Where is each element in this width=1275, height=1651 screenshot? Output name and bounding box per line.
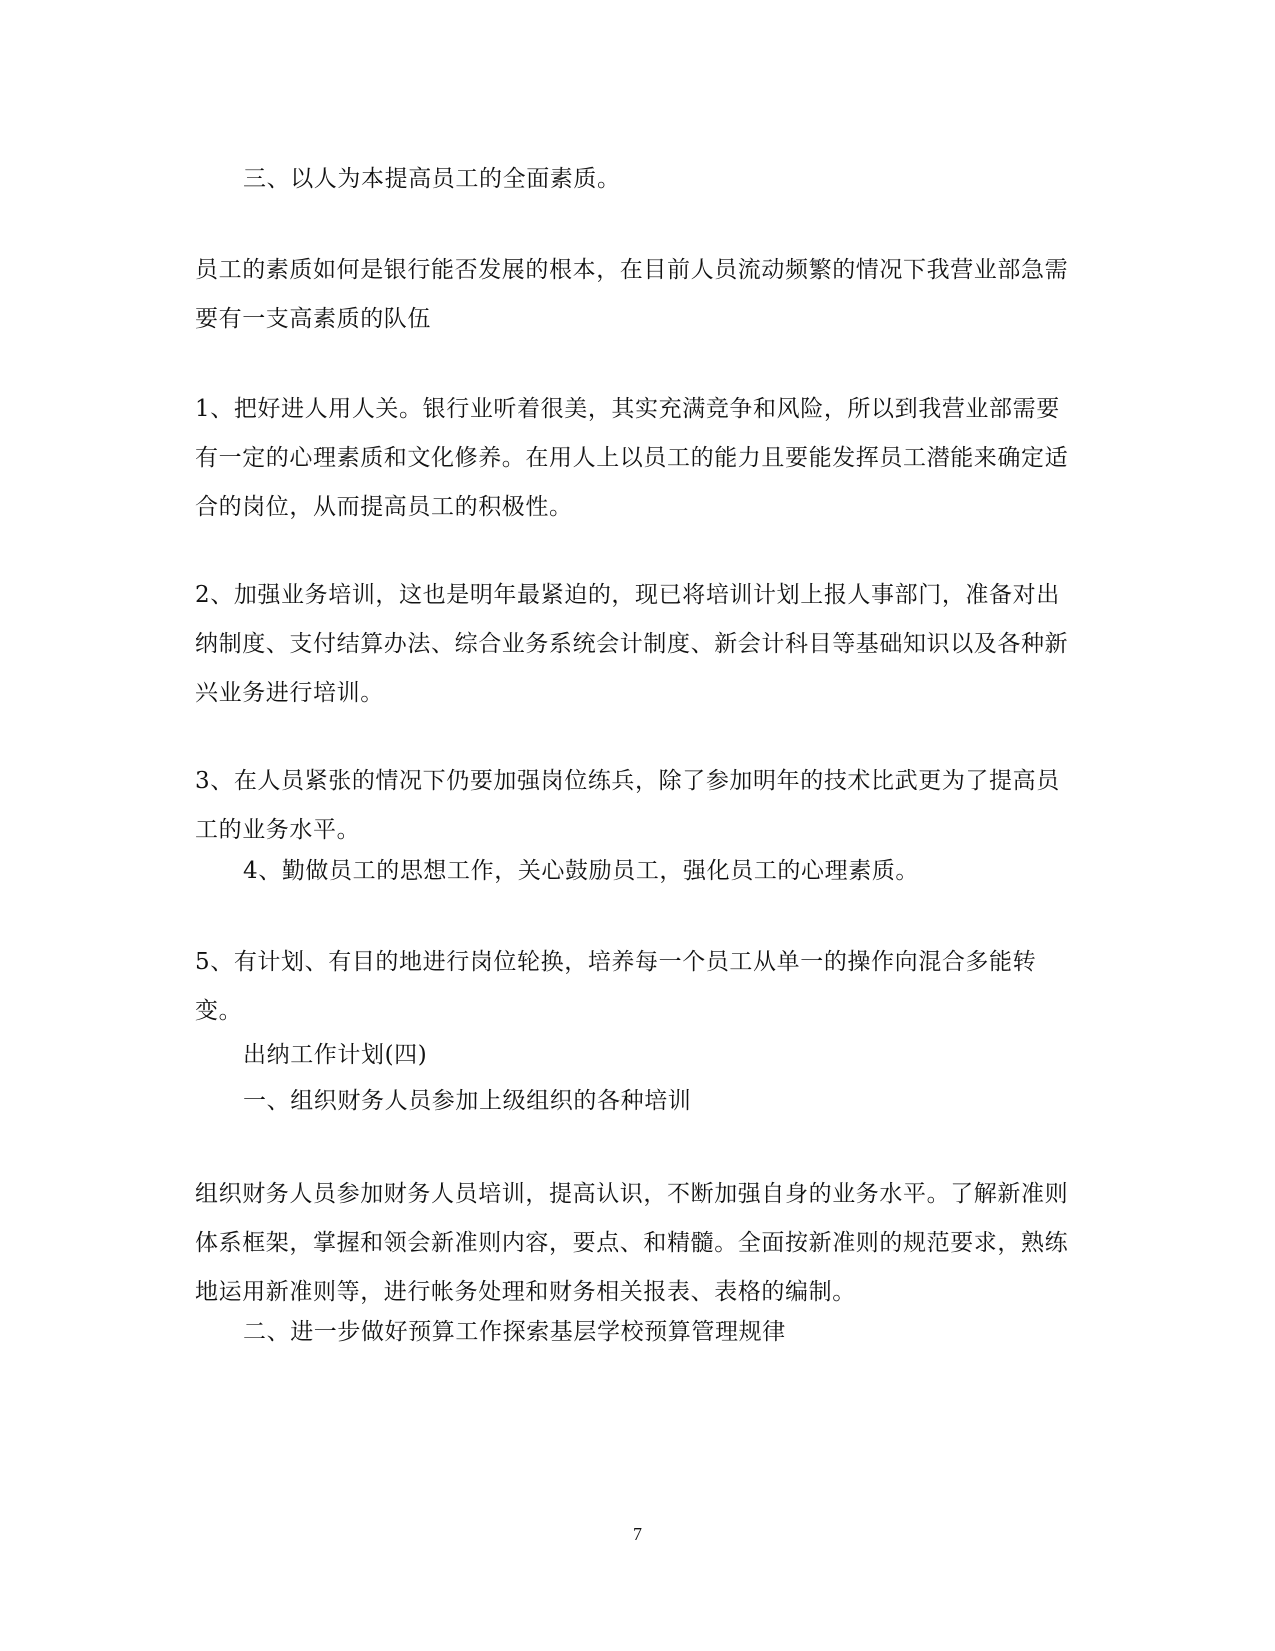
paragraph-intro: 员工的素质如何是银行能否发展的根本，在目前人员流动频繁的情况下我营业部急需要有一支高素质的队伍 bbox=[195, 257, 1069, 332]
list-item-1: 1、把好进人用人关。银行业听着很美，其实充满竞争和风险，所以到我营业部需要有一定的心理素质和文化修养。在用人上以员工的能力且要能发挥员工潜能来确定适合的岗位，从而提高员工的积极性。 bbox=[195, 396, 1069, 520]
list-item-3: 3、在人员紧张的情况下仍要加强岗位练兵，除了参加明年的技术比武更为了提高员工的业务水平。 bbox=[195, 768, 1060, 843]
list-item-4: 4、勤做员工的思想工作，关心鼓励员工，强化员工的心理素质。 bbox=[243, 858, 920, 884]
list-item-5: 5、有计划、有目的地进行岗位轮换，培养每一个员工从单一的操作向混合多能转变。 bbox=[195, 949, 1037, 1024]
section-heading-1: 一、组织财务人员参加上级组织的各种培训 bbox=[243, 1088, 692, 1114]
page-number: 7 bbox=[633, 1524, 642, 1544]
plan-title: 出纳工作计划(四) bbox=[243, 1042, 428, 1068]
section-heading-2: 二、进一步做好预算工作探索基层学校预算管理规律 bbox=[243, 1319, 786, 1345]
list-item-2: 2、加强业务培训，这也是明年最紧迫的，现已将培训计划上报人事部门，准备对出纳制度、支付结算办法、综合业务系统会计制度、新会计科目等基础知识以及各种新兴业务进行培训。 bbox=[195, 582, 1069, 706]
paragraph-training: 组织财务人员参加财务人员培训，提高认识，不断加强自身的业务水平。了解新准则体系框架，掌握和领会新准则内容，要点、和精髓。全面按新准则的规范要求，熟练地运用新准则等，进行帐务处理和财务相关报表、表格的编制。 bbox=[195, 1181, 1069, 1305]
section-heading-3: 三、以人为本提高员工的全面素质。 bbox=[243, 166, 621, 192]
